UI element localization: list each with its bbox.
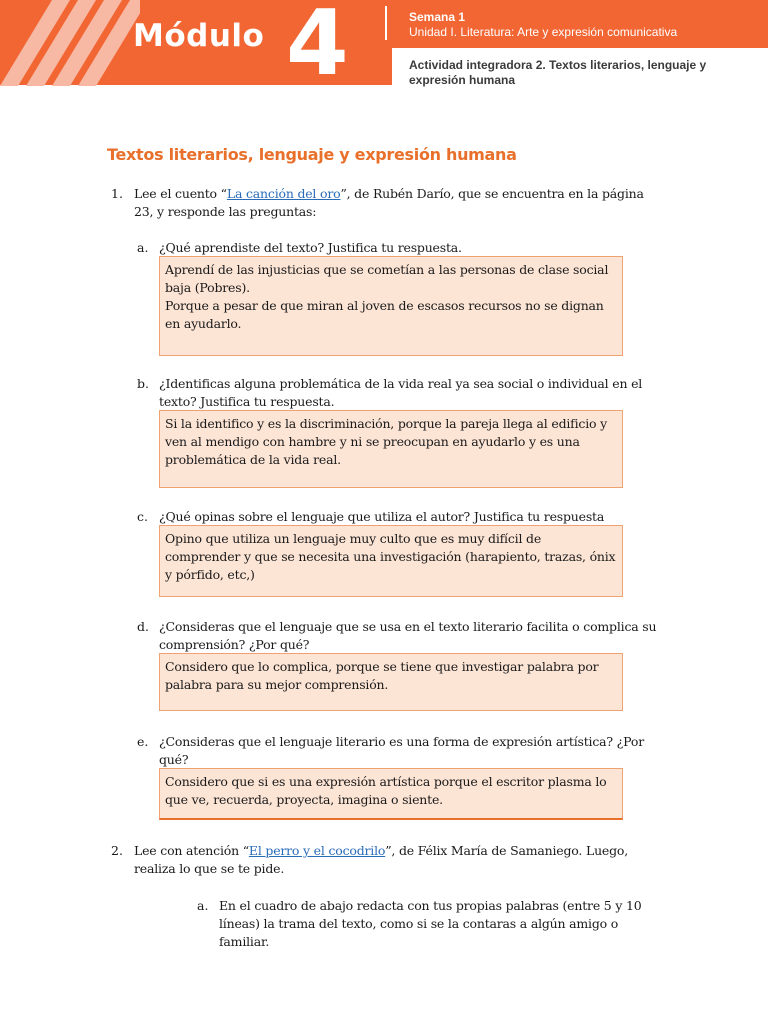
answer-box-c[interactable] xyxy=(159,525,623,597)
answer-e-line: Considero que si es una expresión artística porque el escritor plasma lo que ve, recuerda, proyecta, imagina o siente. xyxy=(165,774,607,807)
item-number: 1. xyxy=(111,186,123,201)
module-number: 4 xyxy=(286,0,349,96)
question-letter: b. xyxy=(137,376,149,391)
question-letter: d. xyxy=(137,619,149,634)
link-el-perro-y-el-cocodrilo[interactable]: El perro y el cocodrilo xyxy=(248,843,386,858)
header-divider xyxy=(385,6,387,40)
question-b: ¿Identificas alguna problemática de la vida real ya sea social o individual en el texto? Justifica tu respuesta. xyxy=(159,376,643,409)
answer-a-line: Porque a pesar de que miran al joven de escasos recursos no se dignan en ayudarlo. xyxy=(165,298,604,331)
item-2-text xyxy=(134,842,644,878)
document-title: Textos literarios, lenguaje y expresión humana xyxy=(107,145,517,164)
activity-title: Actividad integradora 2. Textos literarios, lenguaje y expresión humana xyxy=(409,58,707,87)
item-1-text xyxy=(134,185,644,221)
answer-d-line: Considero que lo complica, porque se tiene que investigar palabra por palabra para su mejor comprensión. xyxy=(165,659,599,692)
item-number: 2. xyxy=(111,843,123,858)
week-label: Semana 1 xyxy=(409,10,466,24)
decorative-stripes xyxy=(0,0,140,86)
answer-box-d[interactable] xyxy=(159,653,623,711)
subitem-letter: a. xyxy=(197,898,209,913)
item-1-text-post: ”, de Rubén Darío, que se encuentra en la página 23, y responde las preguntas: xyxy=(134,186,644,219)
item-2-sub-a: En el cuadro de abajo redacta con tus propias palabras (entre 5 y 10 líneas) la trama del texto, como si se la contaras a algún amigo o familiar. xyxy=(219,898,642,949)
unit-label: Unidad I. Literatura: Arte y expresión comunicativa xyxy=(409,25,678,39)
question-letter: e. xyxy=(137,734,149,749)
answer-b-line: Si la identifico y es la discriminación, porque la pareja llega al edificio y ven al mendigo con hambre y ni se preocupan en ayudarlo y es una problemática de la vida real. xyxy=(165,416,607,467)
link-la-cancion-del-oro[interactable]: La canción del oro xyxy=(226,186,341,201)
question-e: ¿Consideras que el lenguaje literario es una forma de expresión artística? ¿Por qué? xyxy=(159,734,644,767)
answer-c-line: Opino que utiliza un lenguaje muy culto que es muy difícil de comprender y que se necesita una investigación (harapiento, trazas, ónix y pórfido, etc,) xyxy=(165,531,616,582)
question-letter: c. xyxy=(137,509,148,524)
module-header xyxy=(0,0,768,100)
answer-box-b[interactable] xyxy=(159,410,623,488)
question-d: ¿Consideras que el lenguaje que se usa en el texto literario facilita o complica su comprensión? ¿Por qué? xyxy=(159,619,657,652)
item-1-text-pre: Lee el cuento “ xyxy=(134,186,227,201)
question-a: ¿Qué aprendiste del texto? Justifica tu respuesta. xyxy=(159,240,462,255)
module-label: Módulo xyxy=(133,18,265,54)
item-2-text-post: ”, de Félix María de Samaniego. Luego, realiza lo que se te pide. xyxy=(134,843,629,876)
question-c: ¿Qué opinas sobre el lenguaje que utiliza el autor? Justifica tu respuesta xyxy=(159,509,605,524)
item-2-text-pre: Lee con atención “ xyxy=(134,843,249,858)
answer-box-e[interactable] xyxy=(159,768,623,820)
answer-box-a[interactable] xyxy=(159,256,623,356)
question-letter: a. xyxy=(137,240,149,255)
answer-a-line: Aprendí de las injusticias que se cometían a las personas de clase social baja (Pobres). xyxy=(165,262,609,295)
